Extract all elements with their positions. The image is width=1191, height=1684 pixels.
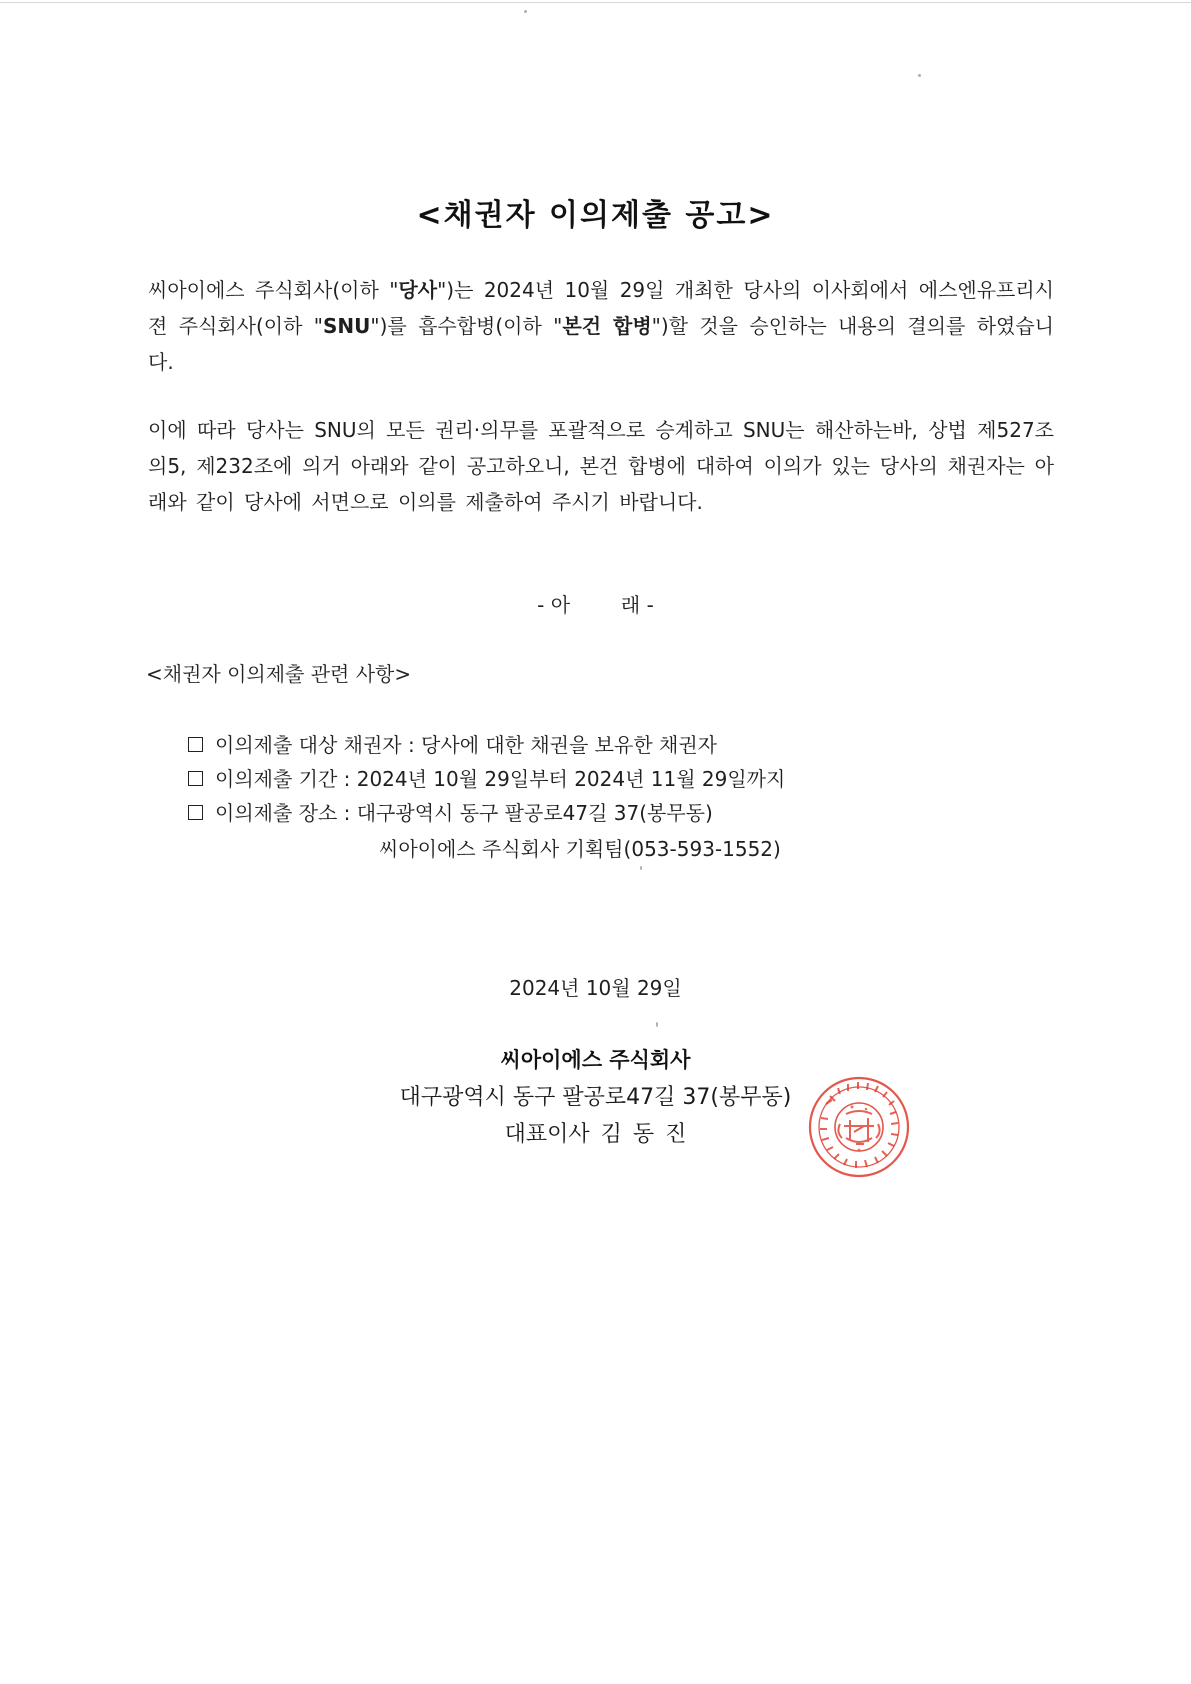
list-item-label: 이의제출 대상 채권자 : 당사에 대한 채권을 보유한 채권자	[215, 733, 717, 757]
paragraph1-text: ")는 2024년 10월 29일 개최한 당사의 이사회에서 에스엔유프리시젼 주식회사(이하 "	[148, 278, 1054, 338]
list-item-location	[188, 797, 713, 826]
scan-speck	[524, 10, 527, 13]
term-company: 당사	[398, 278, 438, 302]
paragraph1-text: ")할 것을 승인하는 내용의 결의를 하였습니다.	[148, 314, 1054, 374]
company-name: 씨아이에스 주식회사	[500, 1048, 691, 1072]
scan-speck	[656, 1022, 658, 1027]
list-item-period	[188, 763, 785, 792]
arae-divider-label: - 아 래 -	[537, 593, 654, 617]
paragraph-merger-resolution	[148, 272, 1054, 380]
company-seal-icon	[806, 1074, 912, 1180]
notice-title: <채권자 이의제출 공고>	[416, 198, 775, 233]
list-item-label: 이의제출 기간 : 2024년 10월 29일부터 2024년 11월 29일까지	[215, 767, 786, 791]
checkbox-icon	[188, 737, 203, 752]
scan-speck	[918, 74, 921, 77]
paragraph1-text: 씨아이에스 주식회사(이하 "	[148, 278, 399, 302]
term-snu: SNU	[323, 314, 371, 338]
term-merger: 본건 합병	[562, 314, 652, 338]
checkbox-icon	[188, 771, 203, 786]
checkbox-icon	[188, 805, 203, 820]
list-item-label: 이의제출 장소 : 대구광역시 동구 팔공로47길 37(봉무동)	[215, 801, 713, 825]
notice-date: 2024년 10월 29일	[509, 976, 682, 1000]
ceo-name: 대표이사 김 동 진	[504, 1122, 687, 1147]
list-item-target-creditor	[188, 729, 717, 758]
scan-edge-line	[0, 2, 1191, 3]
paragraph-objection-request: 이에 따라 당사는 SNU의 모든 권리·의무를 포괄적으로 승계하고 SNU는 해산하는바, 상법 제527조의5, 제232조에 의거 아래와 같이 공고하오니, 본건 합병에 대하여 이의가 있는 당사의 채권자는 아래와 같이 당사에 서면으로 이의를 제출하여 주시기 바랍니다.	[148, 418, 1054, 514]
scan-speck	[640, 866, 642, 870]
contact-line: 씨아이에스 주식회사 기획팀(053-593-1552)	[379, 837, 781, 861]
company-address: 대구광역시 동구 팔공로47길 37(봉무동)	[399, 1085, 792, 1110]
paragraph1-text: ")를 흡수합병(이하 "	[370, 314, 563, 338]
section-heading: <채권자 이의제출 관련 사항>	[146, 662, 412, 686]
